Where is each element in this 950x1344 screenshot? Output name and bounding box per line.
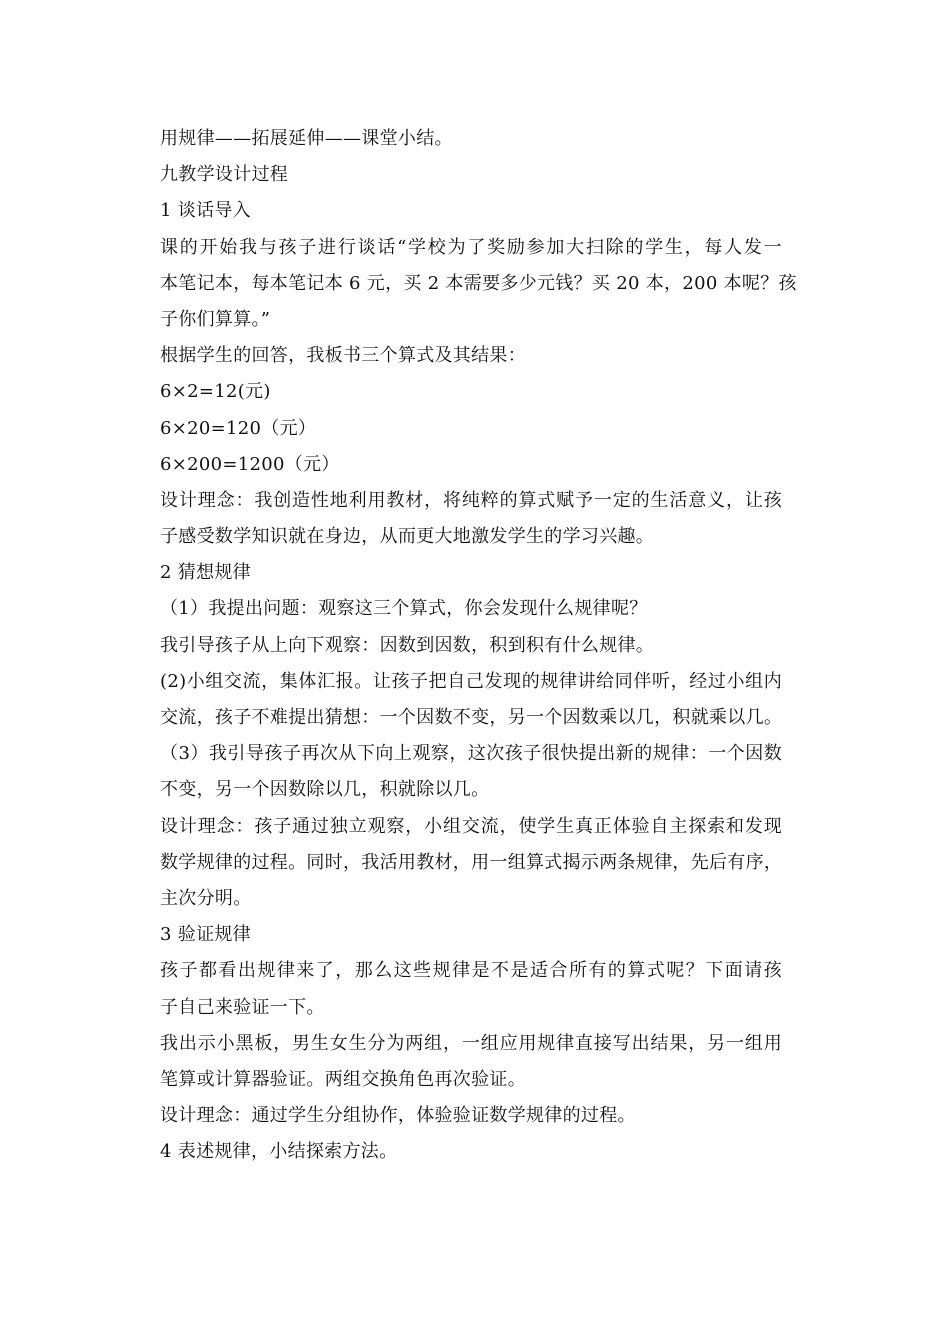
text-line: 课的开始我与孩子进行谈话“学校为了奖励参加大扫除的学生，每人发一: [160, 236, 782, 258]
text-line: 用规律——拓展延伸——课堂小结。: [160, 128, 453, 149]
document-body: [160, 121, 797, 1170]
text-line: 数学规律的过程。同时，我活用教材，用一组算式揭示两条规律，先后有序，: [160, 851, 783, 873]
text-line: 交流，孩子不难提出猜想：一个因数不变，另一个因数乘以几，积就乘以几。: [160, 707, 783, 728]
text-line: 设计理念：我创造性地利用教材，将纯粹的算式赋予一定的生活意义，让孩: [160, 489, 782, 511]
text-line: 本笔记本，每本笔记本 6 元，买 2 本需要多少元钱？买 20 本，200 本呢？孩: [160, 272, 797, 294]
text-line: 根据学生的回答，我板书三个算式及其结果：: [160, 345, 526, 367]
text-line: (2)小组交流，集体汇报。让孩子把自己发现的规律讲给同伴听，经过小组内: [160, 670, 782, 692]
equation-line: 6×200=1200（元）: [160, 453, 340, 475]
text-line: 我引导孩子从上向下观察：因数到因数，积到积有什么规律。: [160, 634, 655, 656]
section-heading: 九教学设计过程: [160, 164, 289, 186]
text-line: 子自己来验证一下。: [160, 996, 325, 1018]
subsection-heading: 1 谈话导入: [160, 200, 251, 222]
text-line: 子感受数学知识就在身边，从而更大地激发学生的学习兴趣。: [160, 526, 655, 548]
text-line: 设计理念：通过学生分组协作，体验验证数学规律的过程。: [160, 1105, 636, 1127]
text-line: 笔算或计算器验证。两组交换角色再次验证。: [160, 1068, 526, 1090]
subsection-heading: 3 验证规律: [160, 924, 251, 946]
text-line: 设计理念：孩子通过独立观察，小组交流，使学生真正体验自主探索和发现: [160, 815, 782, 837]
text-line: 孩子都看出规律来了，那么这些规律是不是适合所有的算式呢？下面请孩: [160, 960, 782, 982]
text-line: 不变，另一个因数除以几，积就除以几。: [160, 779, 490, 801]
equation-line: 6×20=120（元）: [160, 417, 317, 439]
text-line: 子你们算算。”: [160, 308, 271, 330]
text-line: 主次分明。: [160, 887, 252, 909]
subsection-heading: 2 猜想规律: [160, 562, 251, 584]
text-line: （3）我引导孩子再次从下向上观察，这次孩子很快提出新的规律：一个因数: [160, 743, 782, 765]
text-line: （1）我提出问题：观察这三个算式，你会发现什么规律呢？: [160, 598, 648, 620]
equation-line: 6×2=12(元): [160, 381, 271, 403]
subsection-heading: 4 表述规律，小结探索方法。: [160, 1141, 398, 1163]
text-line: 我出示小黑板，男生女生分为两组，一组应用规律直接写出结果，另一组用: [160, 1032, 782, 1054]
